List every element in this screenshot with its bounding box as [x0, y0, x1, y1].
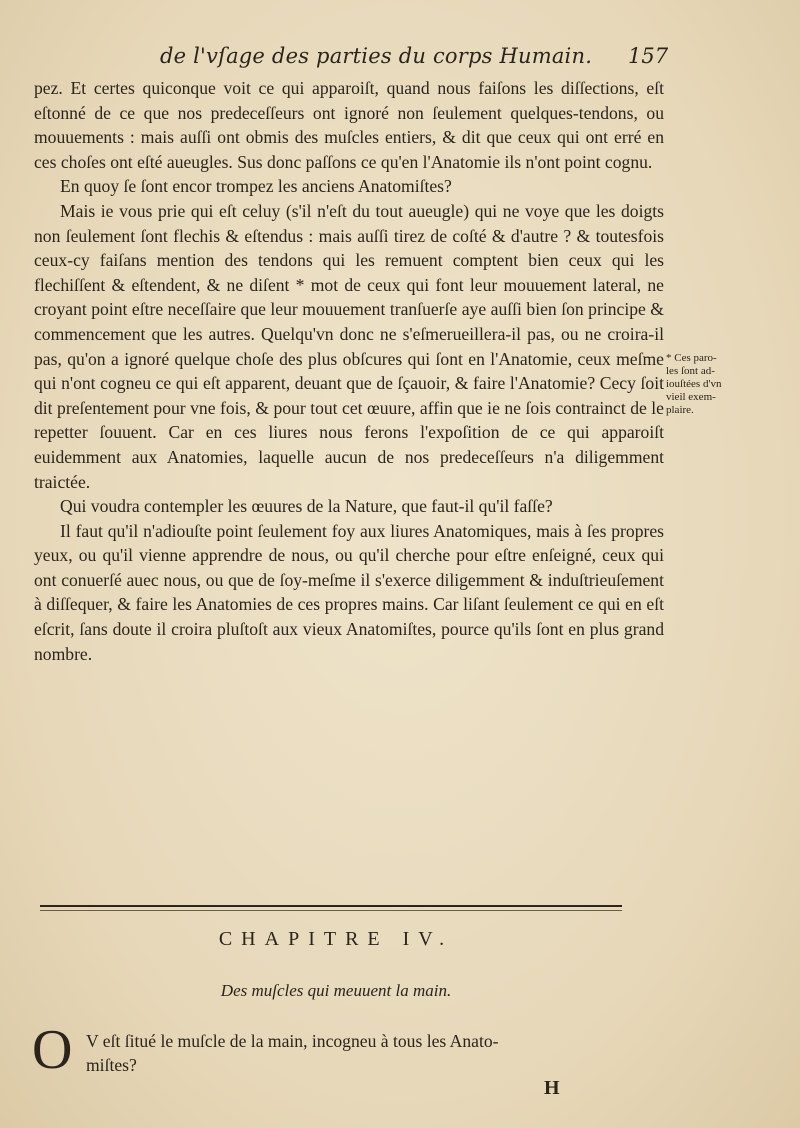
- main-text: [34, 76, 664, 666]
- paragraph: En quoy ſe ſont encor trompez les anciens Anatomiſtes?: [60, 176, 452, 197]
- running-title: de l'vſage des parties du corps Humain.: [160, 44, 593, 68]
- chapter-subtitle: Des muſcles qui meuuent la main.: [220, 981, 452, 1000]
- margin-note: [666, 352, 748, 417]
- signature-mark: H: [544, 1077, 560, 1099]
- margin-note-line: vieil exem-: [666, 391, 716, 403]
- chapter-opening-text: [86, 1029, 666, 1077]
- margin-note-line: plaire.: [666, 404, 694, 416]
- drop-cap: O: [32, 1019, 73, 1081]
- margin-note-line: * Ces paro-: [666, 352, 717, 364]
- margin-note-line: iouſtées d'vn: [666, 378, 722, 390]
- paragraph: Mais ie vous prie qui eſt celuy (s'il n'eſt du tout aueugle) qui ne voye que les doigts non ſeulement ſont flechis & eſtendus : mais auſſi tirez de coſté & d'autre ? & toutesfois ceux-cy faiſans mention des tendons qui les remuent comptent bien ceux qui les flechiſſent & eſtendent, & ne diſent * mot de ceux qui font leur mouuement lateral, ne croyant point eſtre neceſſaire que leur mouuement tranſuerſe aye auſſi bien ſon principe & commencement que les autres. Quelqu'vn donc ne s'eſmerueillera-il pas, ou ne croira-il pas, qu'on a ignoré quelque choſe des plus obſcures qui ſont en l'Anatomie, ceux meſme qui n'ont cogneu ce qui eſt apparent, deuant que de ſçauoir, & faire l'Anatomie? Cecy ſoit dit preſentement pour vne fois, & pour tout cet œuure, affin que ie ne ſois contrainct de le repetter ſouuent. Car en ces liures nous ferons l'expoſition de ce qui apparoiſt euidemment aux Anatomies, laquelle aucun de nos predeceſſeurs n'a diligemment traictée.: [34, 200, 664, 492]
- text-line: miſtes?: [86, 1055, 137, 1075]
- paragraph: pez. Et certes quiconque voit ce qui apparoiſt, quand nous faiſons les diſſections, eſt eſtonné de ce que nos predeceſſeurs ont ignoré non ſeulement quelques-tendons, ou mouuements : mais auſſi ont obmis des muſcles entiers, & dit que ceux qui ont erré en ces choſes ont eſté aueugles. Sus donc paſſons ce qu'en l'Anatomie ils n'ont point cognu.: [34, 78, 664, 172]
- page-number: 157: [628, 44, 669, 68]
- margin-note-line: les ſont ad-: [666, 365, 715, 377]
- chapter-heading: CHAPITRE IV.: [218, 928, 454, 950]
- text-line: V eſt ſitué le muſcle de la main, incogneu à tous les Anato-: [86, 1031, 499, 1051]
- section-divider-thin: [40, 910, 622, 911]
- paragraph: Il faut qu'il n'adiouſte point ſeulement foy aux liures Anatomiques, mais à ſes propres yeux, ou qu'il vienne apprendre de nous, ou qu'il cherche pour eſtre enſeigné, ceux qui ont conuerſé auec nous, ou que de ſoy-meſme il s'exerce diligemment & induſtrieuſement à diſſequer, & faire les Anatomies de ces propres mains. Car liſant ſeulement ce qui en eſt eſcrit, ſans doute il croira pluſtoſt aux vieux Anatomiſtes, pource qu'ils ſont en plus grand nombre.: [34, 520, 664, 664]
- paragraph: Qui voudra contempler les œuures de la Nature, que faut-il qu'il faſſe?: [60, 496, 553, 517]
- section-divider: [40, 905, 622, 907]
